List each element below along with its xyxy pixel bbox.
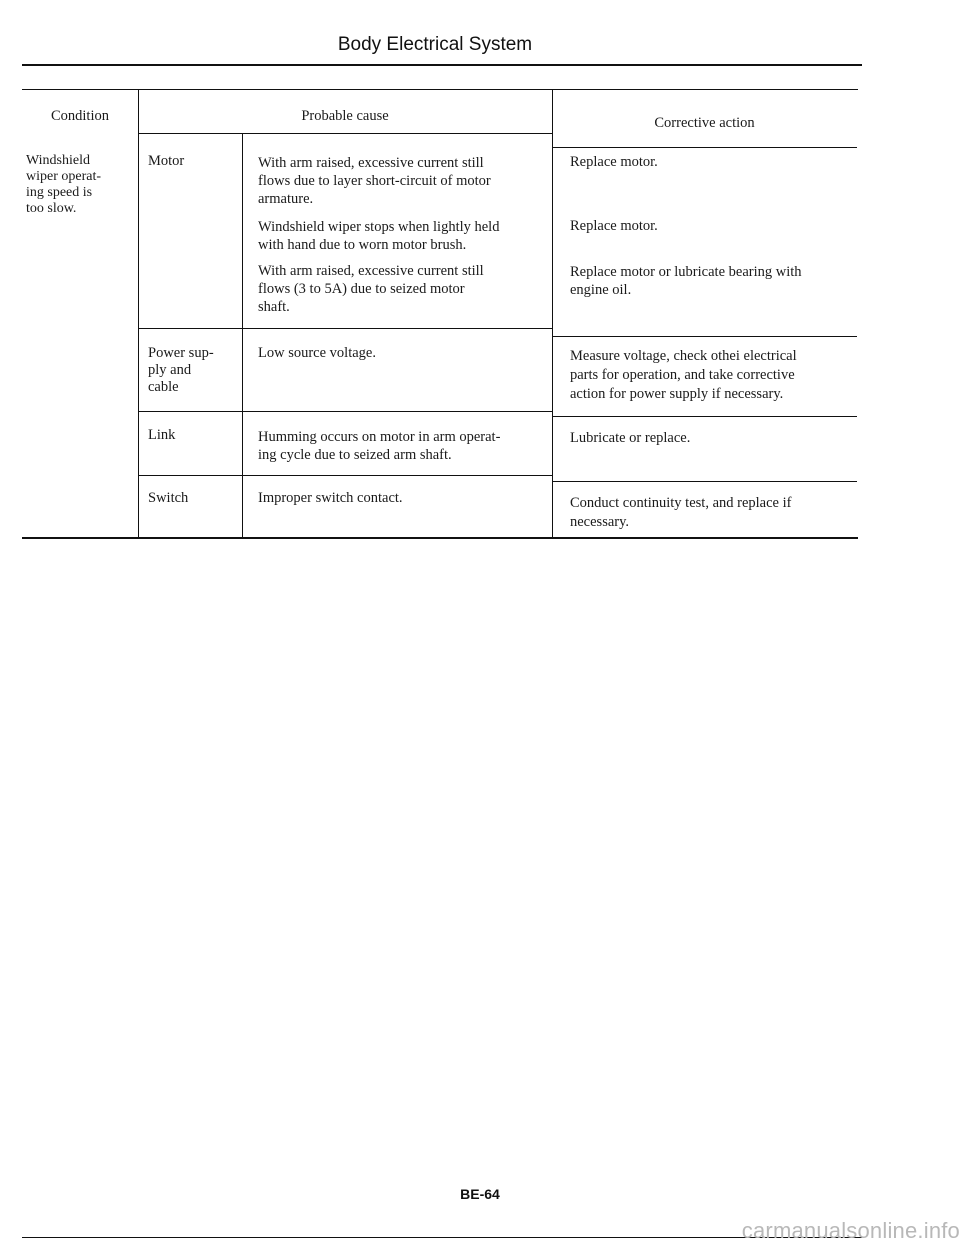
col-divider-2: [242, 134, 243, 538]
action-cell: Replace motor or lubricate bearing with engine oil.: [570, 264, 802, 298]
group-rule-link: [138, 475, 552, 476]
page-title: Body Electrical System: [337, 34, 533, 55]
action-cell: Measure voltage, check othei electrical parts for operation, and take corrective action for power supply if necessary.: [570, 348, 797, 402]
page-number: BE-64: [460, 1186, 500, 1202]
group-rule-power: [138, 411, 552, 412]
header-probable-cause: Probable cause: [301, 108, 389, 124]
col-divider-3: [552, 89, 553, 538]
action-cell: Lubricate or replace.: [570, 430, 691, 446]
group-rule-power-action: [552, 416, 857, 417]
cause-cell: Windshield wiper stops when lightly held with hand due to worn motor brush.: [258, 219, 500, 253]
table-top-rule: [22, 89, 858, 90]
group-rule-link-action: [552, 481, 857, 482]
header-rule: [22, 64, 862, 66]
action-cell: Replace motor.: [570, 154, 658, 170]
cause-cell: Low source voltage.: [258, 345, 376, 361]
col-divider-1: [138, 89, 139, 538]
watermark: carmanualsonline.info: [741, 1218, 960, 1243]
header-condition: Condition: [50, 108, 109, 124]
cause-cell: Humming occurs on motor in arm operat- ing cycle due to seized arm shaft.: [258, 429, 501, 463]
cause-cell: With arm raised, excessive current still flows (3 to 5A) due to seized motor shaft.: [258, 263, 484, 315]
part-power-supply: Power sup- ply and cable: [148, 345, 214, 395]
part-motor: Motor: [148, 153, 185, 169]
action-header-rule: [552, 147, 857, 148]
group-rule-motor: [138, 328, 552, 329]
cause-cell: With arm raised, excessive current still flows due to layer short-circuit of motor armature.: [258, 155, 491, 207]
header-corrective-action: Corrective action: [654, 115, 755, 131]
action-cell: Replace motor.: [570, 218, 658, 234]
condition-cell: Windshield wiper operat- ing speed is too slow.: [26, 153, 102, 216]
cause-header-rule: [138, 133, 552, 134]
group-rule-motor-action: [552, 336, 857, 337]
action-cell: Conduct continuity test, and replace if necessary.: [570, 495, 792, 530]
cause-cell: Improper switch contact.: [258, 490, 403, 506]
part-link: Link: [148, 427, 176, 443]
table-bottom-rule: [22, 537, 858, 539]
part-switch: Switch: [148, 490, 189, 506]
